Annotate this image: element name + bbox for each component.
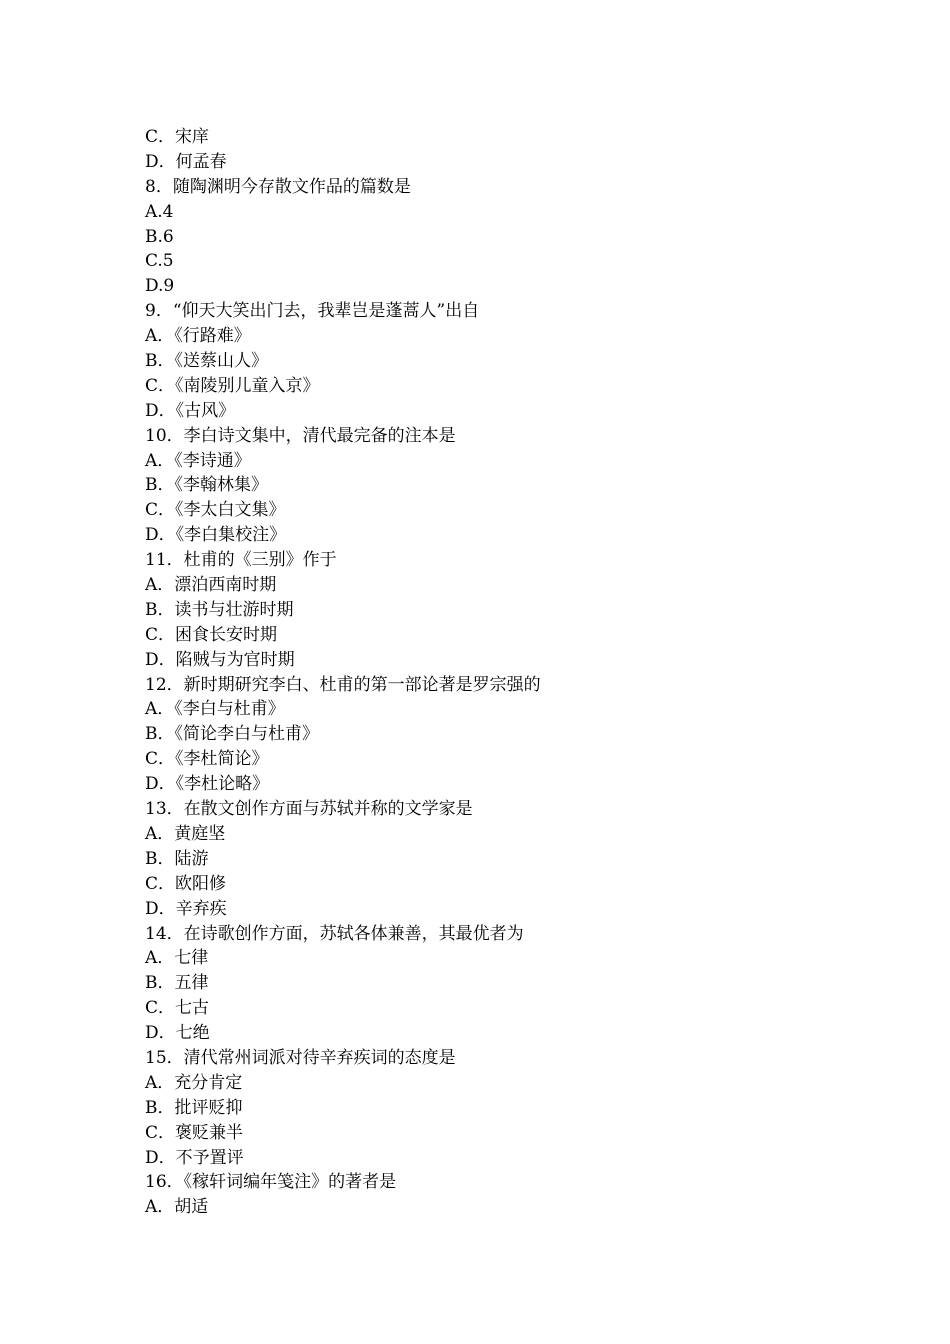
question-line: 9．“仰天大笑出门去，我辈岂是蓬蒿人”出自 [145, 301, 480, 322]
option-line: B．五律 [145, 973, 209, 994]
option-line: A．《李白与杜甫》 [145, 699, 285, 720]
option-line: D．不予置评 [145, 1147, 244, 1168]
option-line: A．七律 [145, 948, 209, 969]
question-list [145, 125, 905, 1220]
question-line: 14．在诗歌创作方面，苏轼各体兼善，其最优者为 [145, 923, 524, 944]
option-line: B．陆游 [145, 848, 209, 869]
option-line: B．《李翰林集》 [145, 475, 268, 496]
option-line: C．宋庠 [145, 127, 210, 147]
option-line: D．《古风》 [145, 400, 236, 421]
option-line: B．《送蔡山人》 [145, 351, 268, 372]
question-line: 8．随陶渊明今存散文作品的篇数是 [145, 176, 411, 197]
option-line: B．批评贬抑 [145, 1097, 243, 1118]
option-line: B．读书与壮游时期 [145, 599, 294, 620]
option-line: B．《简论李白与杜甫》 [145, 724, 319, 745]
question-line: 11．杜甫的《三别》作于 [145, 550, 337, 571]
question-line: 12．新时期研究李白、杜甫的第一部论著是罗宗强的 [145, 674, 541, 695]
question-line: 13．在散文创作方面与苏轼并称的文学家是 [145, 799, 473, 820]
option-line: C．《南陵别儿童入京》 [145, 375, 320, 396]
option-line: D．辛弃疾 [145, 898, 227, 919]
option-line: D.9 [145, 276, 175, 297]
option-line: A．漂泊西南时期 [145, 575, 277, 596]
option-line: B.6 [145, 226, 174, 247]
option-line: C．困食长安时期 [145, 624, 278, 645]
option-line: C.5 [145, 251, 174, 272]
option-line: A．《行路难》 [145, 326, 251, 347]
option-line: C．褒贬兼半 [145, 1122, 244, 1143]
question-line: 10．李白诗文集中，清代最完备的注本是 [145, 425, 456, 446]
option-line: D．七绝 [145, 1023, 210, 1044]
option-line: C．《李杜简论》 [145, 749, 269, 770]
question-line: 15．清代常州词派对待辛弃疾词的态度是 [145, 1047, 456, 1068]
option-line: D．何孟春 [145, 151, 227, 172]
option-line: C．欧阳修 [145, 873, 227, 894]
option-line: D．《李白集校注》 [145, 525, 287, 546]
option-line: A．黄庭坚 [145, 823, 226, 844]
option-line: C．《李太白文集》 [145, 500, 286, 521]
option-line: D．《李杜论略》 [145, 774, 270, 795]
option-line: D．陷贼与为官时期 [145, 649, 295, 670]
option-line: A．胡适 [145, 1197, 209, 1218]
option-line: A．《李诗通》 [145, 450, 251, 471]
question-line: 16．《稼轩词编年笺注》的著者是 [145, 1172, 397, 1193]
option-line: C．七古 [145, 998, 210, 1019]
option-line: A.4 [145, 201, 174, 222]
option-line: A．充分肯定 [145, 1072, 243, 1093]
